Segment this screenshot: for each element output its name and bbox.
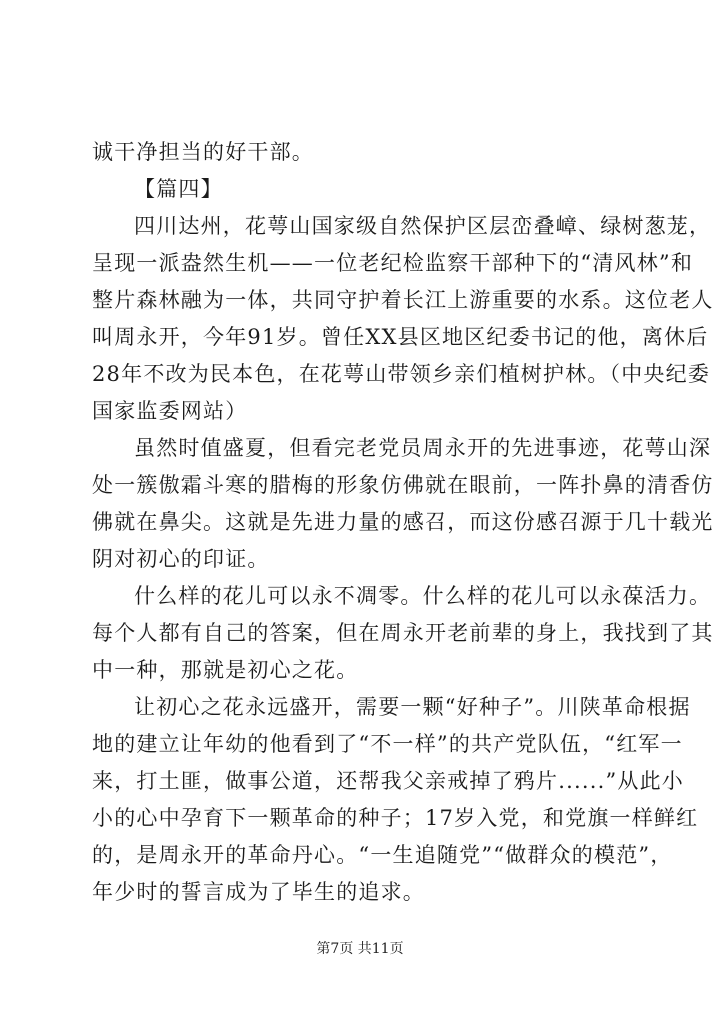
page-number-footer: 第7页 共11页 xyxy=(316,941,404,957)
section-heading: 【篇四】 xyxy=(134,177,223,201)
paragraph-line: 年少时的誓言成为了毕生的追求。 xyxy=(92,880,425,904)
paragraph-line: 小的心中孕育下一颗革命的种子；17岁入党，和党旗一样鲜红 xyxy=(92,806,699,830)
paragraph-line: 什么样的花儿可以永不凋零。什么样的花儿可以永葆活力。 xyxy=(134,584,712,608)
paragraph-line: 叫周永开，今年91岁。曾任XX县区地区纪委书记的他，离休后 xyxy=(92,325,709,349)
paragraph-line: 阴对初心的印证。 xyxy=(92,547,270,571)
paragraph-line: 四川达州，花萼山国家级自然保护区层峦叠嶂、绿树葱茏， xyxy=(134,214,712,238)
paragraph-line: 诚干净担当的好干部。 xyxy=(92,140,314,164)
paragraph-line: 每个人都有自己的答案，但在周永开老前辈的身上，我找到了其 xyxy=(92,621,714,645)
paragraph-line: 处一簇傲霜斗寒的腊梅的形象仿佛就在眼前，一阵扑鼻的清香仿 xyxy=(92,473,714,497)
paragraph-line: 整片森林融为一体，共同守护着长江上游重要的水系。这位老人 xyxy=(92,288,714,312)
paragraph-line: 来，打土匪，做事公道，还帮我父亲戒掉了鸦片......”从此小 xyxy=(92,769,684,793)
paragraph-line: 28年不改为民本色，在花萼山带领乡亲们植树护林。（中央纪委 xyxy=(92,362,711,386)
paragraph-line: 呈现一派盎然生机——一位老纪检监察干部种下的“清风林”和 xyxy=(92,251,694,275)
paragraph-line: 中一种，那就是初心之花。 xyxy=(92,658,359,682)
paragraph-line: 地的建立让年幼的他看到了“不一样”的共产党队伍，“红军一 xyxy=(92,732,683,756)
paragraph-line: 国家监委网站） xyxy=(92,399,248,423)
paragraph-line: 佛就在鼻尖。这就是先进力量的感召，而这份感召源于几十载光 xyxy=(92,510,714,534)
paragraph-line: 的，是周永开的革命丹心。“一生追随党”“做群众的模范”， xyxy=(92,843,673,867)
paragraph-line: 虽然时值盛夏，但看完老党员周永开的先进事迹，花萼山深 xyxy=(134,436,712,460)
paragraph-line: 让初心之花永远盛开，需要一颗“好种子”。川陕革命根据 xyxy=(134,695,691,719)
